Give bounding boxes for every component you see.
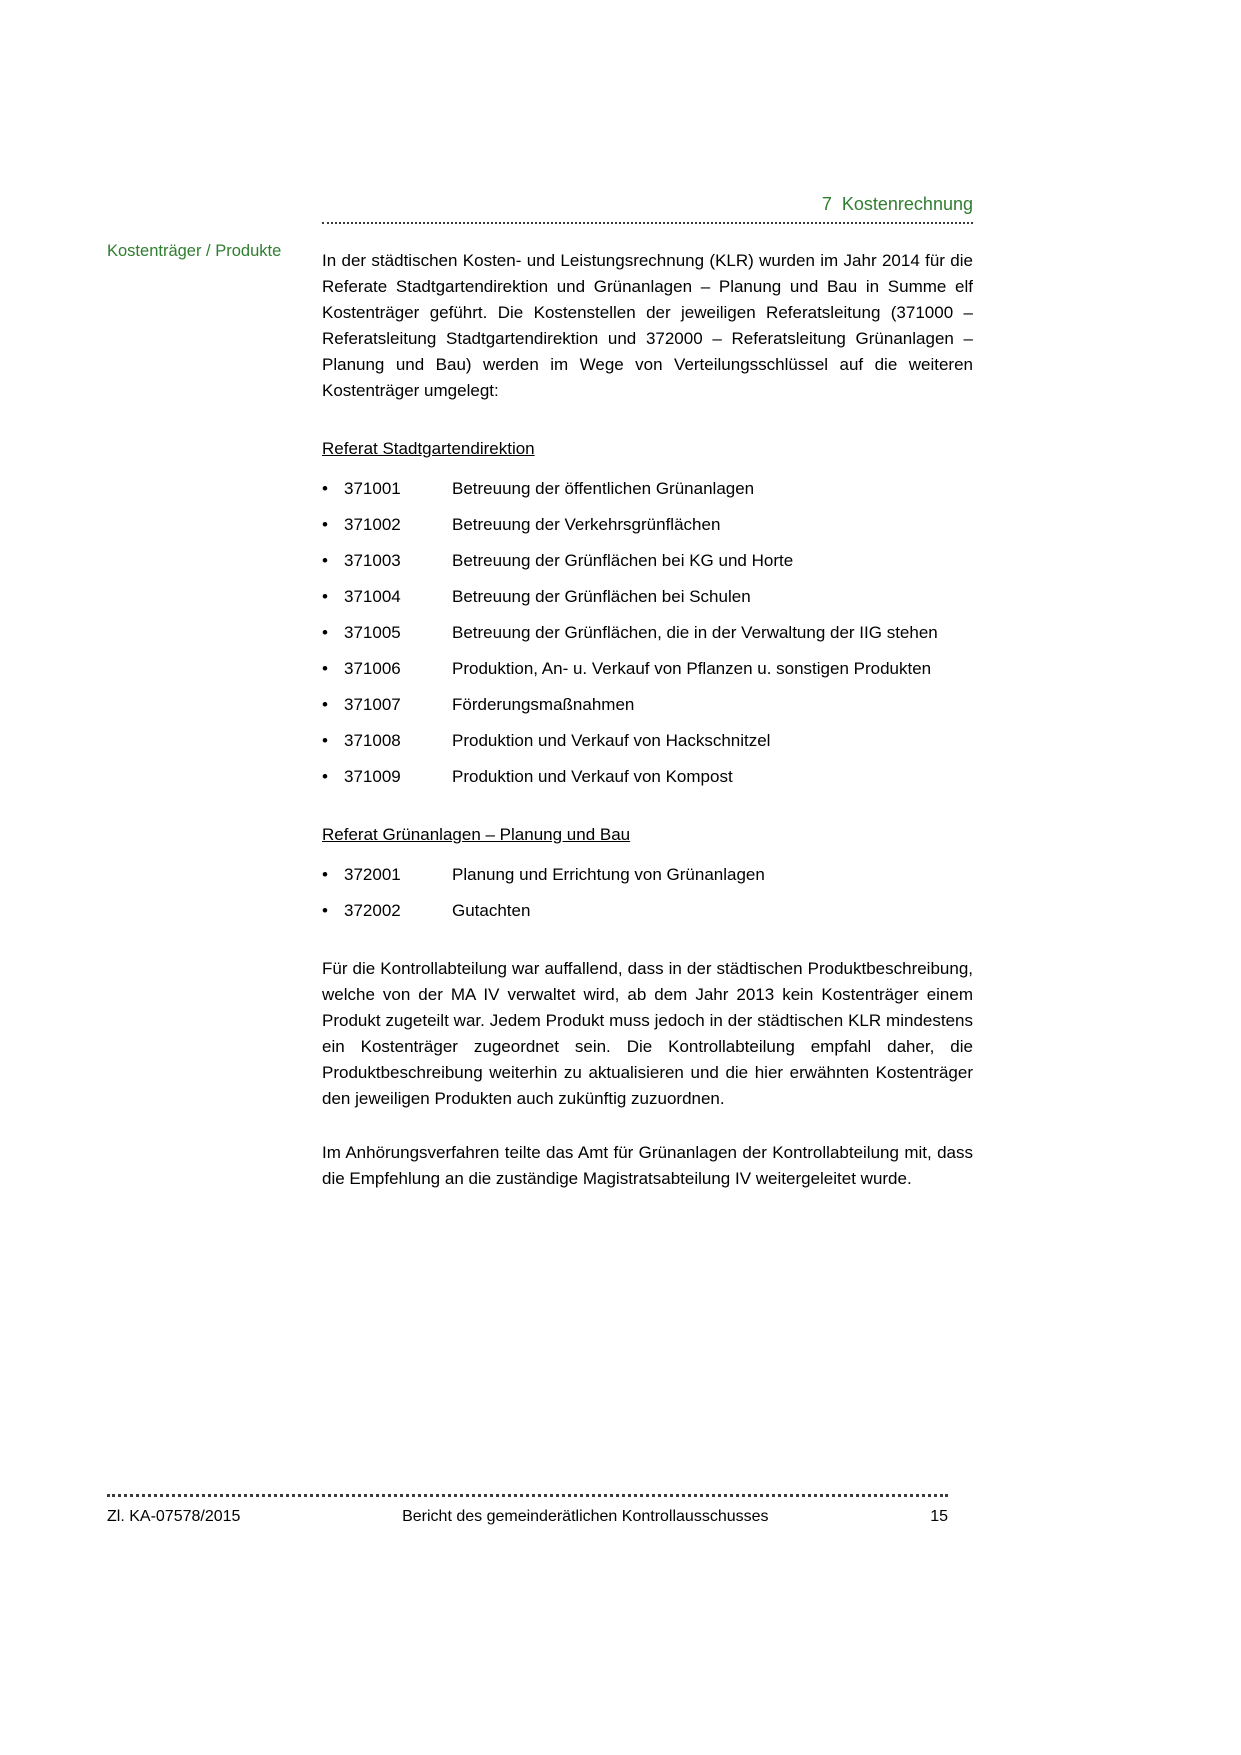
- cost-center-code: 371002: [344, 515, 401, 534]
- bullet-icon: [322, 476, 344, 502]
- bullet-icon: [322, 862, 344, 888]
- cost-center-code: 371009: [344, 767, 401, 786]
- intro-paragraph: In der städtischen Kosten- und Leistungsrechnung (KLR) wurden im Jahr 2014 für die Referate Stadtgartendirektion und Grünanlagen – Planung und Bau in Summe elf Kostenträger geführt. Die Kostenstellen der jeweiligen Referatsleitung (371000 – Referatsleitung Stadtgartendirektion und 372000 – Referatsleitung Grünanlagen – Planung und Bau) werden im Wege von Verteilungsschlüssel auf die weiteren Kostenträger umgelegt:: [322, 251, 973, 400]
- list-item: [322, 512, 973, 538]
- footer-title: Bericht des gemeinderätlichen Kontrollausschusses: [402, 1508, 769, 1525]
- findings-paragraph: Für die Kontrollabteilung war auffallend, dass in der städtischen Produktbeschreibung, welche von der MA IV verwaltet wird, ab dem Jahr 2013 kein Kostenträger einem Produkt zugeteilt war. Jedem Produkt muss jedoch in der städtischen KLR mindestens ein Kostenträger zugeordnet sein. Die Kontrollabteilung empfahl daher, die Produktbeschreibung weiterhin zu aktualisieren und die hier erwähnten Kostenträger den jeweiligen Produkten auch zukünftig zuzuordnen.: [322, 959, 973, 1108]
- cost-center-description: Förderungsmaßnahmen: [452, 695, 635, 714]
- cost-center-list: [322, 862, 973, 924]
- list-item: [322, 620, 973, 646]
- cost-center-description: Betreuung der Verkehrsgrünflächen: [452, 515, 721, 534]
- bullet-icon: [322, 764, 344, 790]
- bullet-icon: [322, 898, 344, 924]
- bullet-icon: [322, 692, 344, 718]
- cost-center-description: Produktion und Verkauf von Kompost: [452, 767, 733, 786]
- cost-center-description: Produktion, An- u. Verkauf von Pflanzen u. sonstigen Produkten: [452, 659, 932, 678]
- chapter-heading: 7 Kostenrechnung: [322, 193, 973, 224]
- cost-center-description: Betreuung der Grünflächen, die in der Verwaltung der IIG stehen: [452, 623, 938, 642]
- cost-center-code: 371007: [344, 695, 401, 714]
- cost-center-description: Planung und Errichtung von Grünanlagen: [452, 865, 765, 884]
- list-item: [322, 898, 973, 924]
- cost-center-code: 371008: [344, 731, 401, 750]
- cost-center-description: Betreuung der Grünflächen bei KG und Horte: [452, 551, 794, 570]
- list-item: [322, 692, 973, 718]
- cost-center-list: [322, 476, 973, 790]
- list-item: [322, 728, 973, 754]
- list-item: [322, 548, 973, 574]
- cost-center-description: Betreuung der Grünflächen bei Schulen: [452, 587, 751, 606]
- bullet-icon: [322, 548, 344, 574]
- cost-center-description: Produktion und Verkauf von Hackschnitzel: [452, 731, 771, 750]
- cost-center-code: 372002: [344, 901, 401, 920]
- list-item: [322, 656, 973, 682]
- list-item: [322, 476, 973, 502]
- cost-center-code: 371005: [344, 623, 401, 642]
- response-paragraph: Im Anhörungsverfahren teilte das Amt für Grünanlagen der Kontrollabteilung mit, dass die Empfehlung an die zuständige Magistratsabteilung IV weitergeleitet wurde.: [322, 1143, 973, 1188]
- cost-center-code: 371006: [344, 659, 401, 678]
- bullet-icon: [322, 584, 344, 610]
- content-column: [322, 193, 973, 1192]
- bullet-icon: [322, 656, 344, 682]
- cost-center-description: Betreuung der öffentlichen Grünanlagen: [452, 479, 755, 498]
- footer-divider: [107, 1494, 948, 1497]
- list-item: [322, 584, 973, 610]
- section-heading-gruenanlagen: Referat Grünanlagen – Planung und Bau: [322, 825, 631, 844]
- list-item: [322, 862, 973, 888]
- cost-center-code: 371003: [344, 551, 401, 570]
- page-number: 15: [930, 1508, 948, 1525]
- page-footer: [107, 1494, 948, 1528]
- cost-center-description: Gutachten: [452, 901, 531, 920]
- section-heading-stadtgartendirektion: Referat Stadtgartendirektion: [322, 439, 535, 458]
- list-item: [322, 764, 973, 790]
- footer-reference: Zl. KA-07578/2015: [107, 1508, 241, 1525]
- cost-center-code: 372001: [344, 865, 401, 884]
- cost-center-code: 371001: [344, 479, 401, 498]
- bullet-icon: [322, 728, 344, 754]
- bullet-icon: [322, 620, 344, 646]
- margin-label: Kostenträger / Produkte: [107, 242, 282, 260]
- bullet-icon: [322, 512, 344, 538]
- cost-center-code: 371004: [344, 587, 401, 606]
